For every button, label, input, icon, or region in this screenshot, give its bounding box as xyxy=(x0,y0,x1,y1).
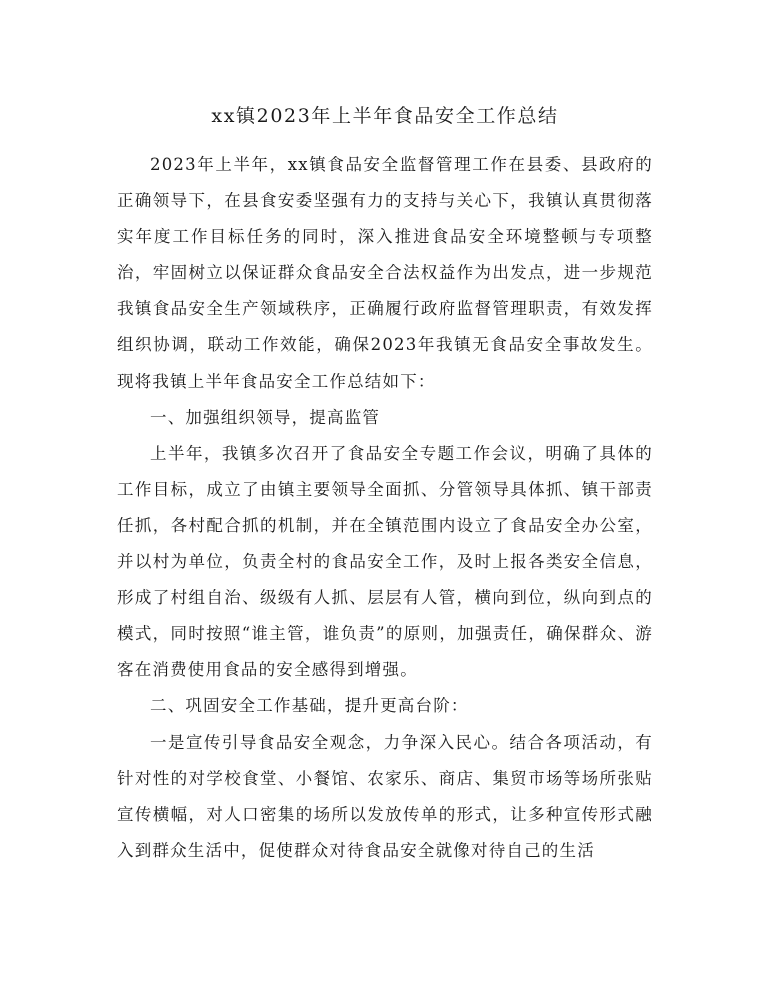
section-2-paragraph: 一是宣传引导食品安全观念，力争深入民心。结合各项活动，有针对性的对学校食堂、小餐馆、农家乐、商店、集贸市场等场所张贴宣传横幅，对人口密集的场所以发放传单的形式，让多种宣传形式融入到群众生活中，促使群众对待食品安全就像对待自己的生活 xyxy=(117,732,653,860)
section-1-paragraph: 上半年，我镇多次召开了食品安全专题工作会议，明确了具体的工作目标，成立了由镇主要领导全面抓、分管领导具体抓、镇干部责任抓，各村配合抓的机制，并在全镇范围内设立了食品安全办公室，并以村为单位，负责全村的食品安全工作，及时上报各类安全信息，形成了村组自治、级级有人抓、层层有人管，横向到位，纵向到点的模式，同时按照“谁主管，谁负责”的原则，加强责任，确保群众、游客在消费使用食品的安全感得到增强。 xyxy=(117,443,653,680)
document-body xyxy=(117,147,653,869)
intro-paragraph: 2023年上半年，xx镇食品安全监督管理工作在县委、县政府的正确领导下，在县食安委坚强有力的支持与关心下，我镇认真贯彻落实年度工作目标任务的同时，深入推进食品安全环境整顿与专项整治，牢固树立以保证群众食品安全合法权益作为出发点，进一步规范我镇食品安全生产领域秩序，正确履行政府监督管理职责，有效发挥组织协调，联动工作效能，确保2023年我镇无食品安全事故发生。现将我镇上半年食品安全工作总结如下： xyxy=(117,155,653,391)
section-heading-1: 一、加强组织领导，提高监管 xyxy=(150,407,381,427)
section-heading-2: 二、巩固安全工作基础，提升更高台阶： xyxy=(150,696,469,716)
document-title: xx镇2023年上半年食品安全工作总结 xyxy=(211,105,559,127)
